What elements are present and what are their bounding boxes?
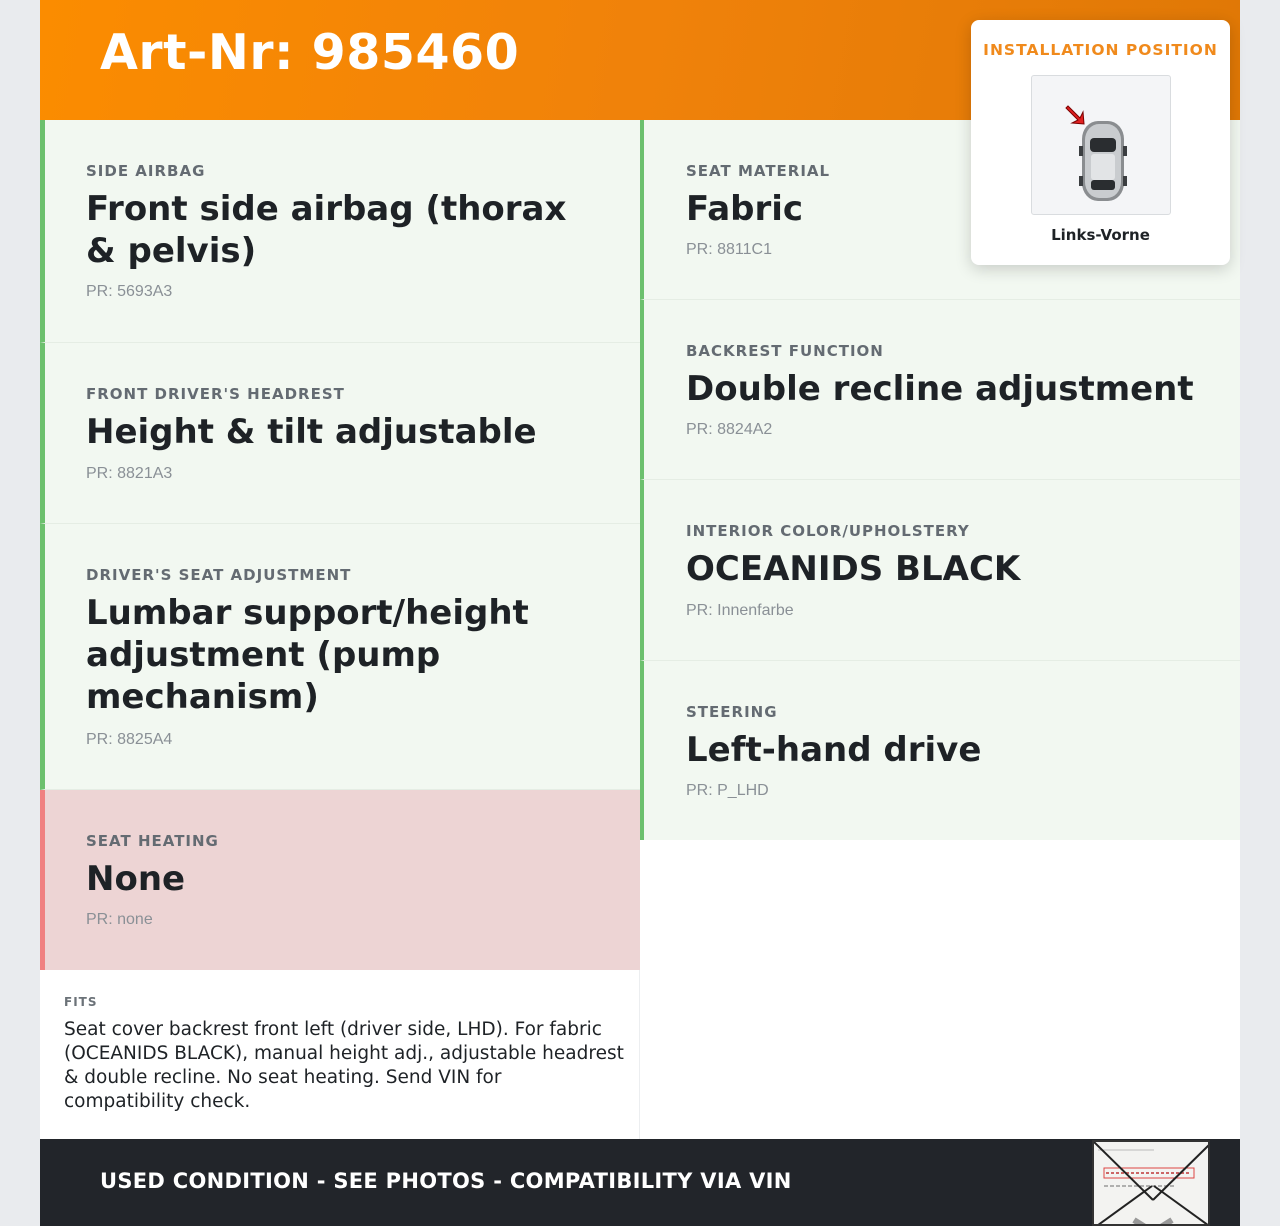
installation-title: INSTALLATION POSITION [983,41,1218,59]
spec-label: SEAT HEATING [86,832,219,850]
spec-pr-code: PR: 8824A2 [686,421,773,438]
envelope-icon [1094,1142,1210,1226]
fits-section [40,970,640,1139]
spec-pr-code: PR: 5693A3 [86,283,173,300]
left-spec-column [40,120,640,970]
spec-value: Front side airbag (thorax & pelvis) [86,189,567,271]
spec-value: Height & tilt adjustable [86,412,537,452]
spec-pr-code: PR: P_LHD [686,782,769,799]
spec-label: SIDE AIRBAG [86,162,206,180]
spec-pr-code: PR: 8811C1 [686,241,772,258]
installation-position-card [971,20,1230,265]
spec-value: Lumbar support/height adjustment (pump mechanism) [86,593,529,717]
footer-banner [40,1139,1240,1226]
spec-cell-headrest [40,343,640,524]
spec-cell-seat-adjustment [40,524,640,790]
spec-label: BACKREST FUNCTION [686,342,884,360]
article-number-title: Art-Nr: 985460 [100,24,520,81]
spec-cell-backrest-function [640,300,1240,480]
spec-pr-code: PR: 8821A3 [86,465,173,482]
spec-cell-steering [640,661,1240,840]
spec-value: OCEANIDS BLACK [686,549,1021,589]
spec-label: FRONT DRIVER'S HEADREST [86,385,345,403]
spec-label: INTERIOR COLOR/UPHOLSTERY [686,522,970,540]
spec-cell-interior-color [640,480,1240,661]
fits-description: Seat cover backrest front left (driver side, LHD). For fabric (OCEANIDS BLACK), manual height adj., adjustable headrest & double recline. No seat heating. Send VIN for compatibility check. [64,1019,624,1112]
installation-position-value: Links-Vorne [1051,226,1150,244]
footer-message: USED CONDITION - SEE PHOTOS - COMPATIBILITY VIA VIN [100,1169,792,1193]
car-top-view-icon [1032,76,1172,216]
spec-label: SEAT MATERIAL [686,162,831,180]
spec-label: DRIVER'S SEAT ADJUSTMENT [86,566,352,584]
car-diagram [1031,75,1171,215]
spec-cell-seat-heating [40,790,640,970]
spec-value: None [86,859,186,899]
vehicle-document-thumbnail [1092,1140,1210,1226]
spec-pr-code: PR: none [86,911,153,928]
fits-label: FITS [64,995,98,1009]
spec-pr-code: PR: Innenfarbe [686,602,794,619]
spec-value: Fabric [686,189,804,229]
spec-cell-side-airbag [40,120,640,343]
spec-value: Left-hand drive [686,730,982,770]
spec-label: STEERING [686,703,778,721]
spec-value: Double recline adjustment [686,369,1194,409]
spec-pr-code: PR: 8825A4 [86,731,173,748]
